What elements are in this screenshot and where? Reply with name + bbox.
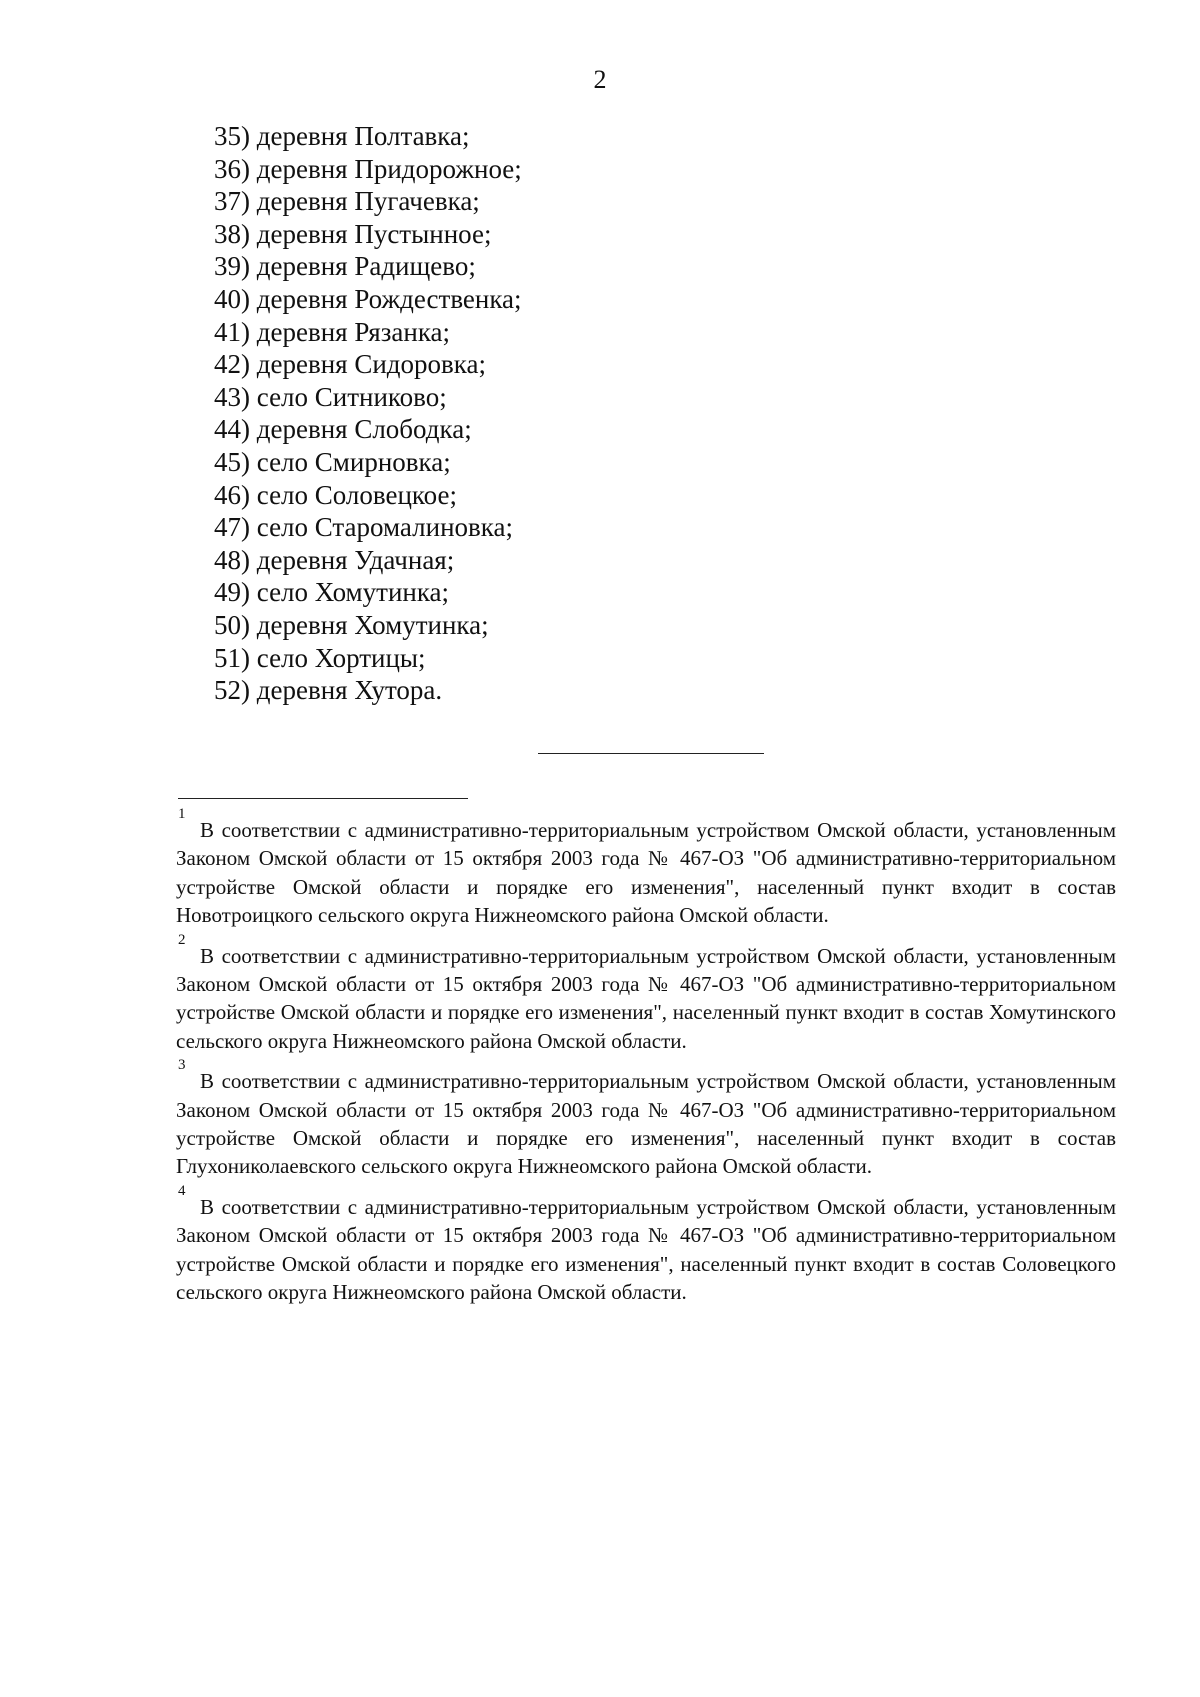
- list-item-number: 35): [214, 121, 250, 151]
- list-item-text: деревня Хутора.: [256, 675, 443, 706]
- list-item: [214, 674, 522, 707]
- list-item-text: село Хомутинка;: [256, 577, 450, 608]
- list-item-number: 38): [214, 218, 250, 249]
- list-item-number: 42): [214, 349, 250, 380]
- list-item-number: 46): [214, 479, 250, 510]
- list-item: [214, 381, 522, 414]
- footnote-text: В соответствии с административно-территориальным устройством Омской области, установленным Законом Омской области от 15 октября 2003 года № 467-ОЗ "Об административно-территориальном устройстве Омской области и порядке его изменения", населенный пункт входит в состав Новотроицкого сельского округа Нижнеомского района Омской области.: [176, 818, 1116, 928]
- page-number: 2: [593, 65, 607, 94]
- list-item-text: село Старомалиновка;: [256, 512, 513, 543]
- list-item-number: 47): [214, 512, 250, 543]
- list-item-number: 52): [214, 675, 250, 706]
- footnote-text: В соответствии с административно-территориальным устройством Омской области, установленным Законом Омской области от 15 октября 2003 года № 467-ОЗ "Об административно-территориальном устройстве Омской области и порядке его изменения", населенный пункт входит в состав Глухониколаевского сельского округа Нижнеомского района Омской области.: [176, 1069, 1116, 1179]
- list-item-text: деревня Придорожное;: [256, 153, 522, 184]
- footnote: [176, 1057, 1116, 1181]
- list-item-number: 51): [214, 642, 250, 673]
- settlement-list: [214, 120, 522, 707]
- list-item-number: 44): [214, 414, 250, 445]
- list-item-text: деревня Рождественка;: [256, 283, 522, 314]
- footnote-divider: [178, 798, 468, 799]
- list-item-text: село Ситниково;: [256, 381, 447, 412]
- footnote-text: В соответствии с административно-территориальным устройством Омской области, установленным Законом Омской области от 15 октября 2003 года № 467-ОЗ "Об административно-территориальном устройстве Омской области и порядке его изменения", населенный пункт входит в состав Хомутинского сельского округа Нижнеомского района Омской области.: [176, 943, 1116, 1053]
- footnote-text: В соответствии с административно-территориальным устройством Омской области, установленным Законом Омской области от 15 октября 2003 года № 467-ОЗ "Об административно-территориальном устройстве Омской области и порядке его изменения", населенный пункт входит в состав Соловецкого сельского округа Нижнеомского района Омской области.: [176, 1194, 1116, 1305]
- list-item: [214, 348, 522, 381]
- list-item: [214, 511, 522, 544]
- end-of-list-divider: [538, 753, 764, 754]
- list-item-text: село Смирновка;: [256, 446, 451, 477]
- list-item: [214, 544, 522, 577]
- list-item: [214, 413, 522, 446]
- list-item-number: 37): [214, 186, 250, 217]
- list-item-text: деревня Полтавка;: [256, 121, 470, 151]
- list-item-text: деревня Сидоровка;: [256, 349, 486, 380]
- footnote-mark: 4: [178, 1182, 186, 1199]
- list-item-text: село Хортицы;: [256, 642, 426, 673]
- list-item-text: село Соловецкое;: [256, 479, 457, 510]
- list-item-number: 43): [214, 381, 250, 412]
- list-item: [214, 642, 522, 675]
- list-item-number: 45): [214, 446, 250, 477]
- footnotes: [176, 806, 1116, 1309]
- list-item: [214, 153, 522, 186]
- list-item-text: деревня Удачная;: [256, 544, 455, 575]
- list-item: [214, 283, 522, 316]
- list-item-number: 36): [214, 153, 250, 184]
- footnote-mark: 2: [178, 931, 186, 948]
- list-item-number: 48): [214, 544, 250, 575]
- footnote: [176, 932, 1116, 1056]
- list-item-text: деревня Пугачевка;: [256, 186, 480, 217]
- list-item-text: деревня Рязанка;: [256, 316, 451, 347]
- footnote: [176, 806, 1116, 930]
- footnote: [176, 1183, 1116, 1307]
- list-item: [214, 218, 522, 251]
- footnote-mark: 1: [178, 806, 186, 822]
- list-item: [214, 185, 522, 218]
- list-item-number: 49): [214, 577, 250, 608]
- list-item: [214, 316, 522, 349]
- list-item-number: 41): [214, 316, 250, 347]
- footnote-mark: 3: [178, 1057, 186, 1074]
- list-item: [214, 479, 522, 512]
- list-item-number: 50): [214, 609, 250, 640]
- list-item: [214, 120, 522, 153]
- list-item-number: 39): [214, 251, 250, 282]
- list-item-text: деревня Слободка;: [256, 414, 472, 445]
- list-item: [214, 576, 522, 609]
- list-item: [214, 446, 522, 479]
- list-item: [214, 250, 522, 283]
- list-item-number: 40): [214, 283, 250, 314]
- list-item: [214, 609, 522, 642]
- list-item-text: деревня Пустынное;: [256, 218, 492, 249]
- list-item-text: деревня Хомутинка;: [256, 609, 489, 640]
- list-item-text: деревня Радищево;: [256, 251, 476, 282]
